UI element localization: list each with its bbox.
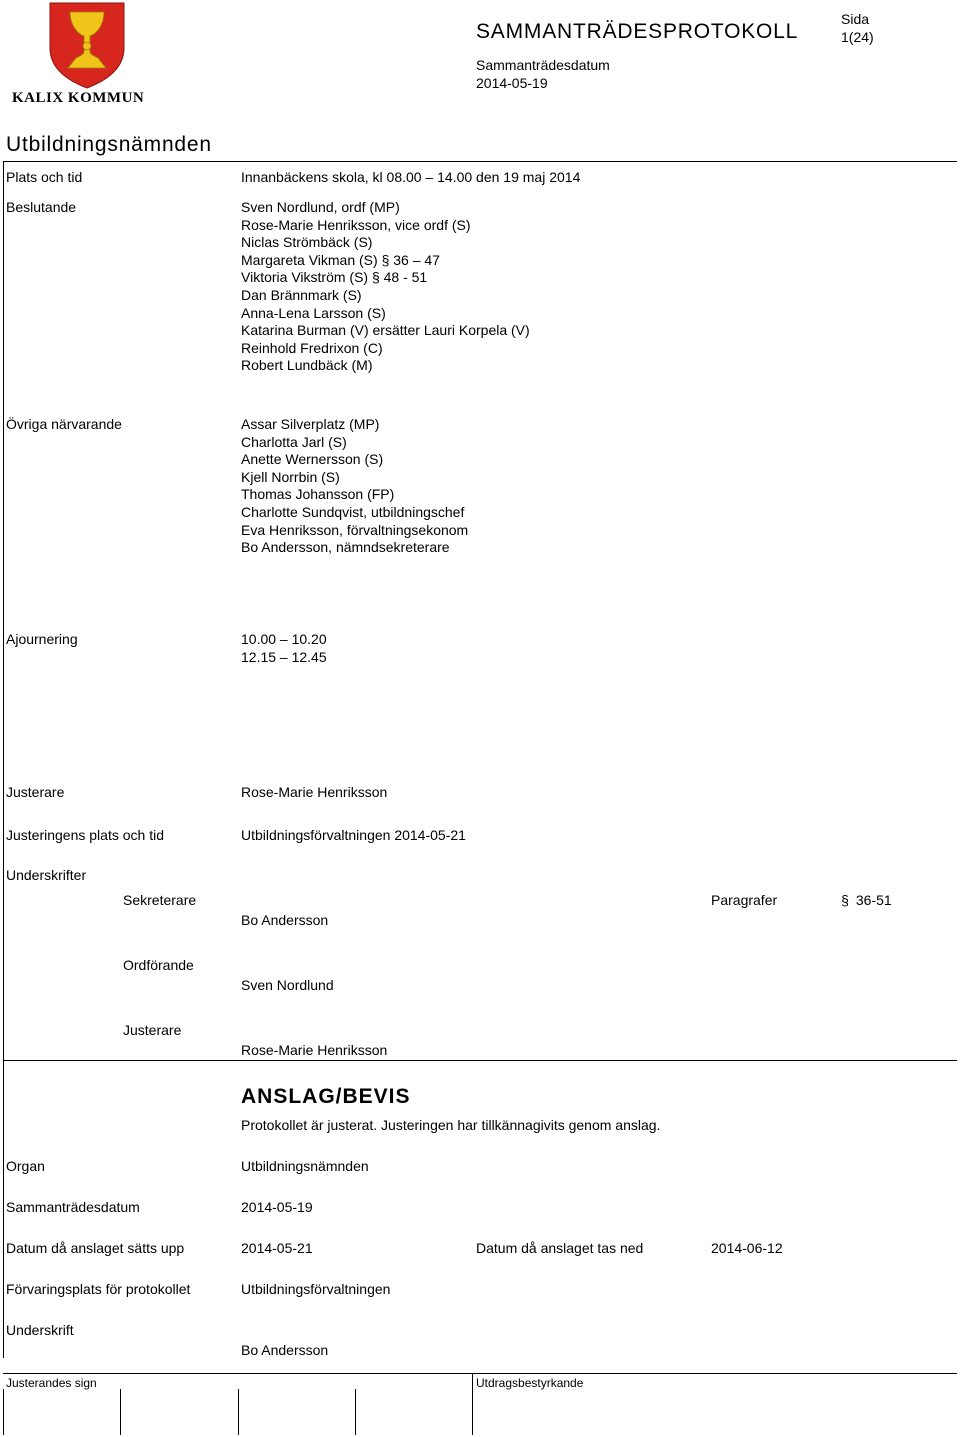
adjuster-value: Rose-Marie Henriksson bbox=[241, 784, 388, 800]
notice-title: ANSLAG/BEVIS bbox=[241, 1085, 411, 1108]
page-number: 1(24) bbox=[841, 29, 874, 45]
paragraphs-value bbox=[838, 892, 892, 910]
others-present-list bbox=[241, 416, 468, 557]
list-item: Robert Lundbäck (M) bbox=[241, 357, 373, 374]
signature-section-rule bbox=[3, 1060, 957, 1061]
title-rule bbox=[3, 161, 957, 162]
adjuster-label: Justerare bbox=[6, 784, 65, 800]
list-item: Viktoria Vikström (S) § 48 - 51 bbox=[241, 269, 428, 286]
notice-date-value: 2014-05-19 bbox=[241, 1199, 313, 1215]
storage-label: Förvaringsplats för protokollet bbox=[6, 1281, 191, 1297]
notice-signature-label: Underskrift bbox=[6, 1322, 74, 1338]
list-item: Assar Silverplatz (MP) bbox=[241, 416, 380, 432]
paragraph-sign: § bbox=[841, 892, 849, 908]
organ-label: Organ bbox=[6, 1158, 45, 1174]
list-item: Kjell Norrbin (S) bbox=[241, 468, 340, 485]
footer-divider bbox=[238, 1389, 239, 1435]
signature-adjuster-name: Rose-Marie Henriksson bbox=[241, 1042, 388, 1058]
list-item: Reinhold Fredrixon (C) bbox=[241, 339, 383, 356]
list-item: Sven Nordlund, ordf (MP) bbox=[241, 199, 400, 215]
organ-value: Utbildningsnämnden bbox=[241, 1158, 369, 1174]
chair-label: Ordförande bbox=[123, 957, 194, 973]
paragraphs-label: Paragrafer bbox=[711, 892, 778, 908]
place-label: Plats och tid bbox=[6, 169, 83, 185]
document-title: SAMMANTRÄDESPROTOKOLL bbox=[476, 20, 799, 43]
chair-name: Sven Nordlund bbox=[241, 977, 334, 993]
list-item: Niclas Strömbäck (S) bbox=[241, 234, 373, 251]
adjust-place-value: Utbildningsförvaltningen 2014-05-21 bbox=[241, 827, 466, 843]
committee-name: Utbildningsnämnden bbox=[6, 133, 212, 156]
secretary-label: Sekreterare bbox=[123, 892, 197, 908]
place-value: Innanbäckens skola, kl 08.00 – 14.00 den 19 maj 2014 bbox=[241, 169, 581, 185]
posted-label: Datum då anslaget sätts upp bbox=[6, 1240, 185, 1256]
list-item: 10.00 – 10.20 bbox=[241, 631, 327, 647]
chalice-boss bbox=[83, 42, 91, 50]
municipality-name: KALIX KOMMUN bbox=[12, 90, 145, 106]
storage-value: Utbildningsförvaltningen bbox=[241, 1281, 391, 1297]
list-item: Thomas Johansson (FP) bbox=[241, 486, 395, 503]
removed-label: Datum då anslaget tas ned bbox=[476, 1240, 644, 1256]
notice-date-label: Sammanträdesdatum bbox=[6, 1199, 140, 1215]
list-item: Margareta Vikman (S) § 36 – 47 bbox=[241, 251, 440, 268]
coat-of-arms-icon bbox=[8, 0, 158, 90]
page-label: Sida bbox=[841, 11, 870, 27]
list-item: Charlotte Sundqvist, utbildningschef bbox=[241, 503, 465, 520]
left-border bbox=[3, 161, 4, 1358]
list-item: 12.15 – 12.45 bbox=[241, 648, 327, 665]
footer-divider bbox=[120, 1389, 121, 1435]
footer-divider bbox=[355, 1389, 356, 1435]
list-item: Rose-Marie Henriksson, vice ordf (S) bbox=[241, 216, 471, 233]
posted-value: 2014-05-21 bbox=[241, 1240, 313, 1256]
list-item: Charlotta Jarl (S) bbox=[241, 433, 347, 450]
list-item: Eva Henriksson, förvaltningsekonom bbox=[241, 521, 469, 538]
decision-makers-list bbox=[241, 199, 530, 375]
footer-left: Justerandes sign bbox=[6, 1376, 97, 1390]
list-item: Katarina Burman (V) ersätter Lauri Korpela (V) bbox=[241, 322, 530, 339]
notice-text: Protokollet är justerat. Justeringen har tillkännagivits genom anslag. bbox=[241, 1117, 661, 1133]
adjust-place-label: Justeringens plats och tid bbox=[6, 827, 164, 843]
list-item: Anna-Lena Larsson (S) bbox=[241, 304, 386, 321]
municipality-logo bbox=[8, 0, 158, 110]
meeting-date: 2014-05-19 bbox=[476, 75, 548, 91]
adjournment-times bbox=[241, 631, 327, 666]
list-item: Anette Wernersson (S) bbox=[241, 451, 384, 468]
footer-rule bbox=[3, 1373, 957, 1374]
signatures-label: Underskrifter bbox=[6, 867, 87, 883]
footer-divider bbox=[3, 1389, 4, 1435]
paragraph-range: 36-51 bbox=[855, 892, 892, 908]
list-item: Dan Brännmark (S) bbox=[241, 286, 362, 303]
adjournment-label: Ajournering bbox=[6, 631, 78, 647]
decision-makers-label: Beslutande bbox=[6, 199, 77, 215]
footer-right: Utdragsbestyrkande bbox=[476, 1376, 584, 1390]
signature-adjuster-label: Justerare bbox=[123, 1022, 182, 1038]
footer-divider bbox=[472, 1373, 473, 1435]
meeting-date-label: Sammanträdesdatum bbox=[476, 57, 610, 73]
others-present-label: Övriga närvarande bbox=[6, 416, 122, 432]
list-item: Bo Andersson, nämndsekreterare bbox=[241, 539, 450, 556]
notice-signature-name: Bo Andersson bbox=[241, 1342, 329, 1358]
removed-value: 2014-06-12 bbox=[711, 1240, 783, 1256]
secretary-name: Bo Andersson bbox=[241, 912, 329, 928]
